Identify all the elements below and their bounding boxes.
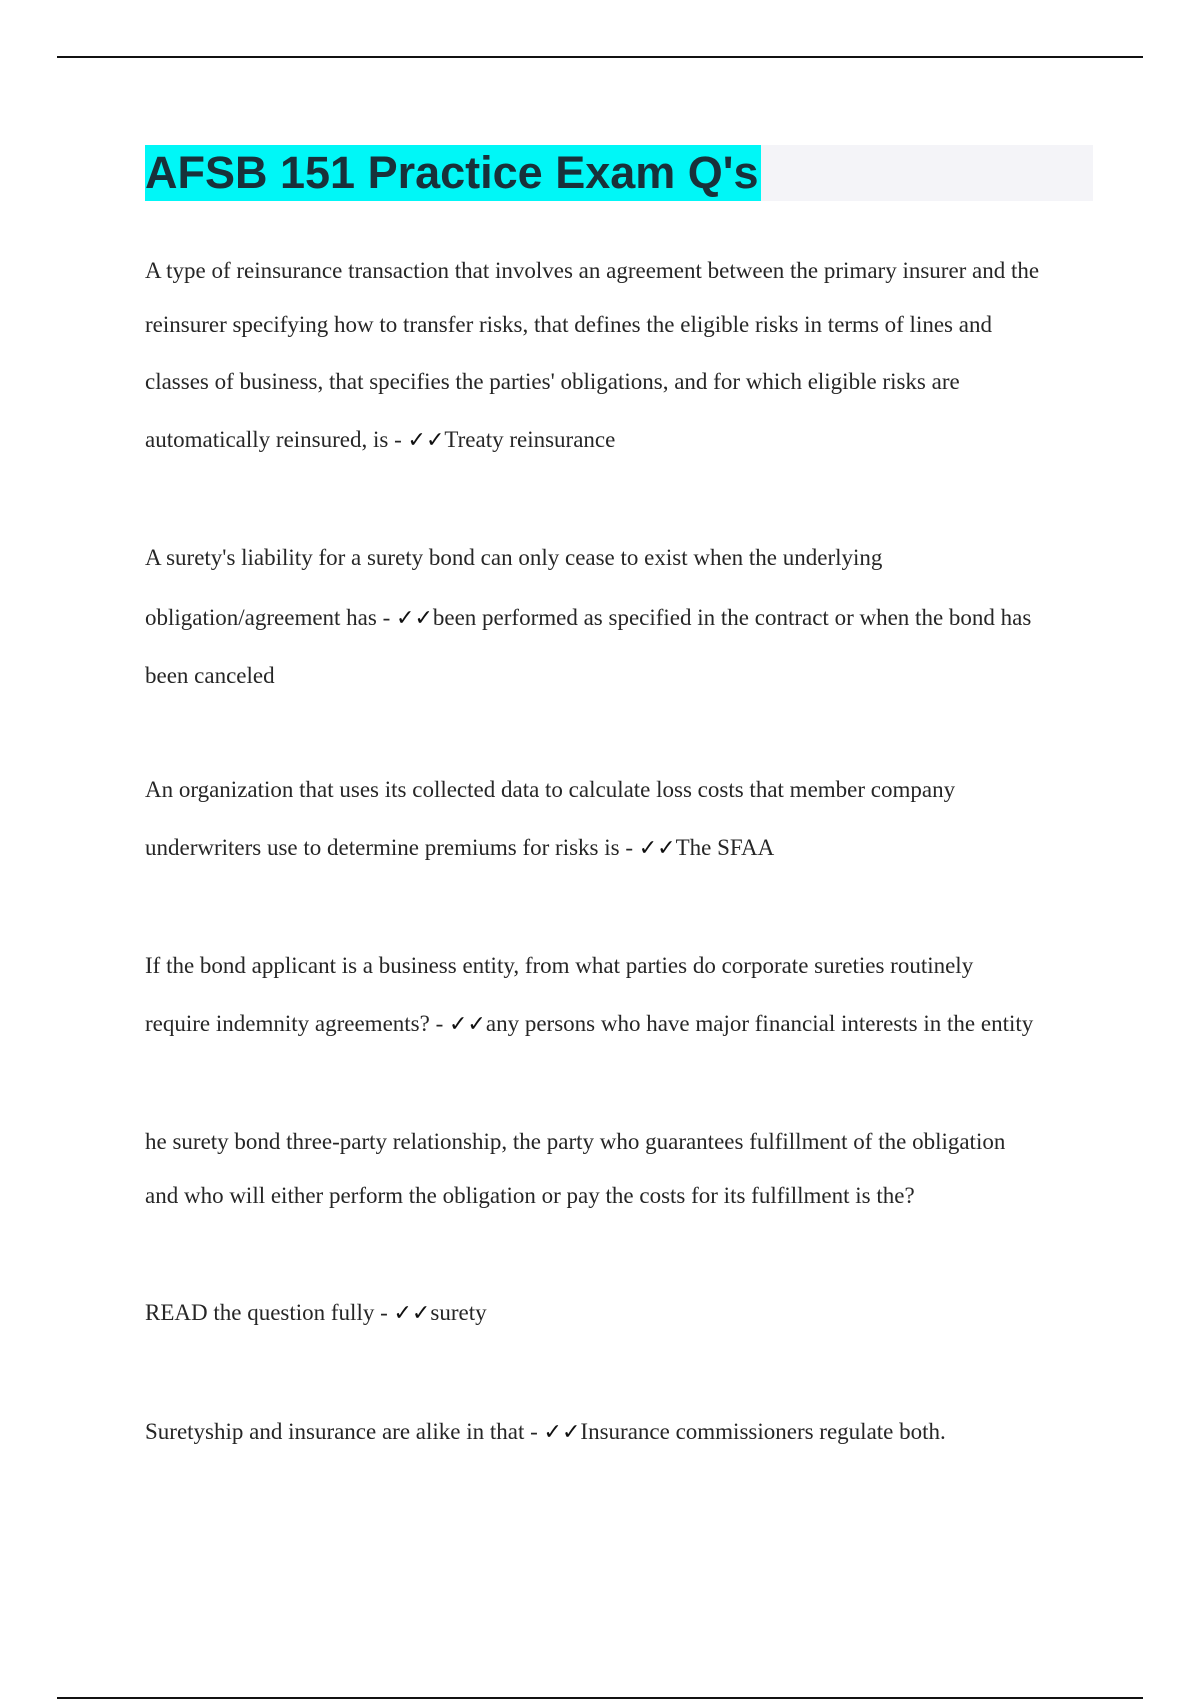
- answer-text: any persons who have major financial interests in the entity: [485, 1011, 1034, 1036]
- answer-text: been performed as specified in the contract or when the bond has: [432, 605, 1032, 630]
- question-text: obligation/agreement has -: [145, 605, 397, 630]
- double-check-icon: ✓✓: [543, 1420, 581, 1445]
- question-answer-line: [145, 1011, 1033, 1037]
- question-line: reinsurer specifying how to transfer risks, that defines the eligible risks in terms of lines and: [145, 312, 992, 337]
- question-answer-line: [145, 427, 615, 453]
- question-line: classes of business, that specifies the parties' obligations, and for which eligible risks are: [145, 369, 960, 394]
- answer-text: Treaty reinsurance: [444, 427, 616, 452]
- question-line: and who will either perform the obligation or pay the costs for its fulfillment is the?: [145, 1183, 915, 1208]
- bottom-rule: [57, 1697, 1143, 1699]
- double-check-icon: ✓✓: [407, 428, 445, 453]
- answer-continuation: been canceled: [145, 663, 275, 688]
- question-text: READ the question fully -: [145, 1300, 394, 1325]
- page-title: AFSB 151 Practice Exam Q's: [145, 145, 761, 201]
- double-check-icon: ✓✓: [396, 606, 433, 631]
- double-check-icon: ✓✓: [638, 836, 676, 861]
- question-text: automatically reinsured, is -: [145, 427, 408, 452]
- double-check-icon: ✓✓: [449, 1012, 486, 1037]
- question-answer-line: [145, 1300, 487, 1326]
- question-line: he surety bond three-party relationship, the party who guarantees fulfillment of the obligation: [145, 1129, 1006, 1154]
- question-answer-line: [145, 835, 774, 861]
- answer-text: surety: [430, 1300, 487, 1325]
- question-text: require indemnity agreements? -: [145, 1011, 449, 1036]
- answer-text: Insurance commissioners regulate both.: [580, 1419, 946, 1444]
- question-line: A type of reinsurance transaction that involves an agreement between the primary insurer and the: [145, 258, 1040, 283]
- question-answer-line: [145, 605, 1031, 631]
- question-line: An organization that uses its collected data to calculate loss costs that member company: [145, 777, 956, 802]
- question-text: underwriters use to determine premiums for risks is -: [145, 835, 639, 860]
- question-answer-line: [145, 1419, 946, 1445]
- top-rule: [57, 56, 1143, 58]
- question-line: A surety's liability for a surety bond can only cease to exist when the underlying: [145, 545, 883, 570]
- question-line: If the bond applicant is a business entity, from what parties do corporate sureties routinely: [145, 953, 974, 978]
- question-text: Suretyship and insurance are alike in that -: [145, 1419, 544, 1444]
- double-check-icon: ✓✓: [393, 1301, 431, 1326]
- answer-text: The SFAA: [675, 835, 775, 860]
